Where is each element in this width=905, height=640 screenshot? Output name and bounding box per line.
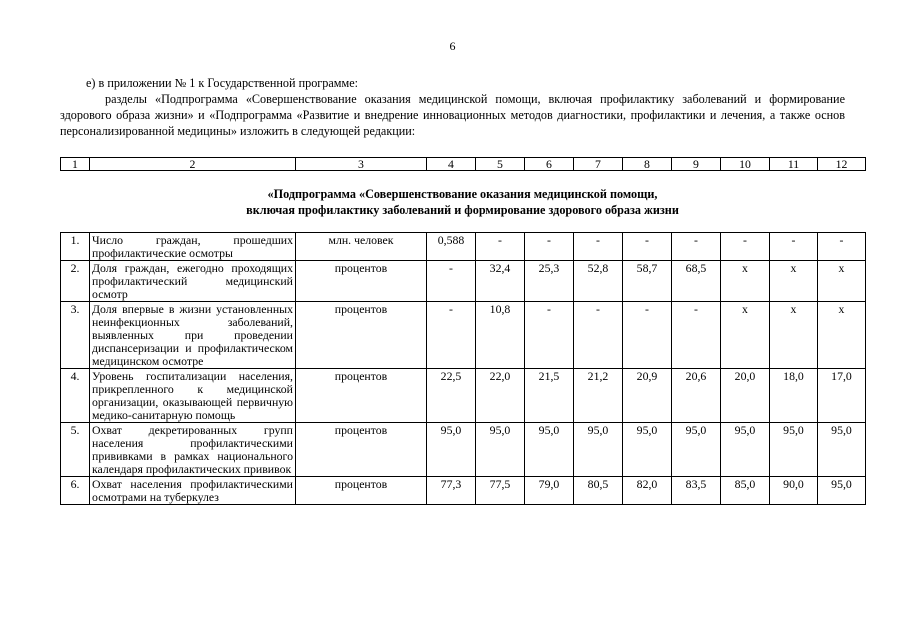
header-cell: 1 [61, 158, 90, 171]
value-cell: - [525, 302, 574, 369]
intro-line-2: разделы «Подпрограмма «Совершенствование оказания медицинской помощи, включая профилактику заболеваний и формирование здорового образа жизни» и «Подпрограмма «Развитие и внедрение инновационных методов диагностики, профилактики и лечения, а также основ персонализированной медицины» изложить в следующей редакции: [60, 92, 845, 138]
indicator-name: Уровень госпитализации населения, прикрепленного к медицинской организации, оказывающей первичную медико-санитарную помощь [90, 369, 296, 423]
value-cell: - [525, 233, 574, 261]
value-cell: 22,0 [476, 369, 525, 423]
unit-cell: процентов [296, 302, 427, 369]
table-row [61, 302, 866, 369]
header-cell: 5 [476, 158, 525, 171]
value-cell: х [818, 261, 866, 302]
header-cell: 6 [525, 158, 574, 171]
value-cell: х [721, 261, 770, 302]
value-cell: - [721, 233, 770, 261]
header-cell: 12 [818, 158, 866, 171]
subprogram-title-line-2: включая профилактику заболеваний и формирование здорового образа жизни [246, 203, 679, 217]
unit-cell: процентов [296, 423, 427, 477]
header-cell: 2 [90, 158, 296, 171]
value-cell: - [623, 302, 672, 369]
value-cell: х [770, 261, 818, 302]
value-cell: - [770, 233, 818, 261]
value-cell: 20,6 [672, 369, 721, 423]
header-row [61, 158, 866, 171]
value-cell: - [427, 261, 476, 302]
value-cell: - [427, 302, 476, 369]
value-cell: 79,0 [525, 477, 574, 505]
value-cell: 10,8 [476, 302, 525, 369]
header-cell: 8 [623, 158, 672, 171]
indicator-name: Охват декретированных групп населения профилактическими прививками в рамках национального календаря профилактических прививок [90, 423, 296, 477]
row-number: 6. [61, 477, 90, 505]
value-cell: 20,0 [721, 369, 770, 423]
indicator-name: Охват населения профилактическими осмотрами на туберкулез [90, 477, 296, 505]
value-cell: 77,3 [427, 477, 476, 505]
row-number: 3. [61, 302, 90, 369]
column-number-header [60, 157, 866, 171]
value-cell: 18,0 [770, 369, 818, 423]
value-cell: 21,2 [574, 369, 623, 423]
intro-text [60, 75, 845, 139]
value-cell: - [574, 233, 623, 261]
header-cell: 3 [296, 158, 427, 171]
value-cell: 80,5 [574, 477, 623, 505]
value-cell: 82,0 [623, 477, 672, 505]
table-row [61, 233, 866, 261]
intro-line-1: е) в приложении № 1 к Государственной программе: [86, 76, 359, 90]
value-cell: - [574, 302, 623, 369]
row-number: 1. [61, 233, 90, 261]
value-cell: 52,8 [574, 261, 623, 302]
value-cell: 95,0 [818, 423, 866, 477]
subprogram-title [60, 186, 865, 218]
indicator-name: Доля граждан, ежегодно проходящих профилактический медицинский осмотр [90, 261, 296, 302]
page-number: 6 [449, 39, 456, 53]
value-cell: 95,0 [427, 423, 476, 477]
header-cell: 4 [427, 158, 476, 171]
value-cell: 95,0 [721, 423, 770, 477]
value-cell: 95,0 [525, 423, 574, 477]
row-number: 5. [61, 423, 90, 477]
value-cell: 0,588 [427, 233, 476, 261]
value-cell: 20,9 [623, 369, 672, 423]
value-cell: - [672, 302, 721, 369]
table-row [61, 261, 866, 302]
unit-cell: млн. человек [296, 233, 427, 261]
value-cell: 77,5 [476, 477, 525, 505]
table-row [61, 477, 866, 505]
value-cell: 25,3 [525, 261, 574, 302]
header-cell: 9 [672, 158, 721, 171]
value-cell: 83,5 [672, 477, 721, 505]
value-cell: 68,5 [672, 261, 721, 302]
value-cell: х [721, 302, 770, 369]
subprogram-title-line-1: «Подпрограмма «Совершенствование оказания медицинской помощи, [267, 187, 658, 201]
row-number: 4. [61, 369, 90, 423]
value-cell: 22,5 [427, 369, 476, 423]
value-cell: 90,0 [770, 477, 818, 505]
value-cell: - [672, 233, 721, 261]
value-cell: 85,0 [721, 477, 770, 505]
unit-cell: процентов [296, 261, 427, 302]
value-cell: 95,0 [574, 423, 623, 477]
value-cell: 17,0 [818, 369, 866, 423]
indicators-table [60, 232, 866, 505]
table-row [61, 369, 866, 423]
value-cell: 95,0 [623, 423, 672, 477]
header-cell: 10 [721, 158, 770, 171]
header-cell: 7 [574, 158, 623, 171]
value-cell: х [818, 302, 866, 369]
value-cell: - [623, 233, 672, 261]
header-cell: 11 [770, 158, 818, 171]
table-row [61, 423, 866, 477]
value-cell: х [770, 302, 818, 369]
indicator-name: Доля впервые в жизни установленных неинфекционных заболеваний, выявленных при проведении диспансеризации и профилактическом медицинском осмотре [90, 302, 296, 369]
indicator-name: Число граждан, прошедших профилактические осмотры [90, 233, 296, 261]
value-cell: 95,0 [770, 423, 818, 477]
value-cell: 32,4 [476, 261, 525, 302]
unit-cell: процентов [296, 369, 427, 423]
value-cell: - [818, 233, 866, 261]
value-cell: 58,7 [623, 261, 672, 302]
value-cell: 95,0 [818, 477, 866, 505]
value-cell: 21,5 [525, 369, 574, 423]
value-cell: - [476, 233, 525, 261]
value-cell: 95,0 [672, 423, 721, 477]
value-cell: 95,0 [476, 423, 525, 477]
row-number: 2. [61, 261, 90, 302]
unit-cell: процентов [296, 477, 427, 505]
